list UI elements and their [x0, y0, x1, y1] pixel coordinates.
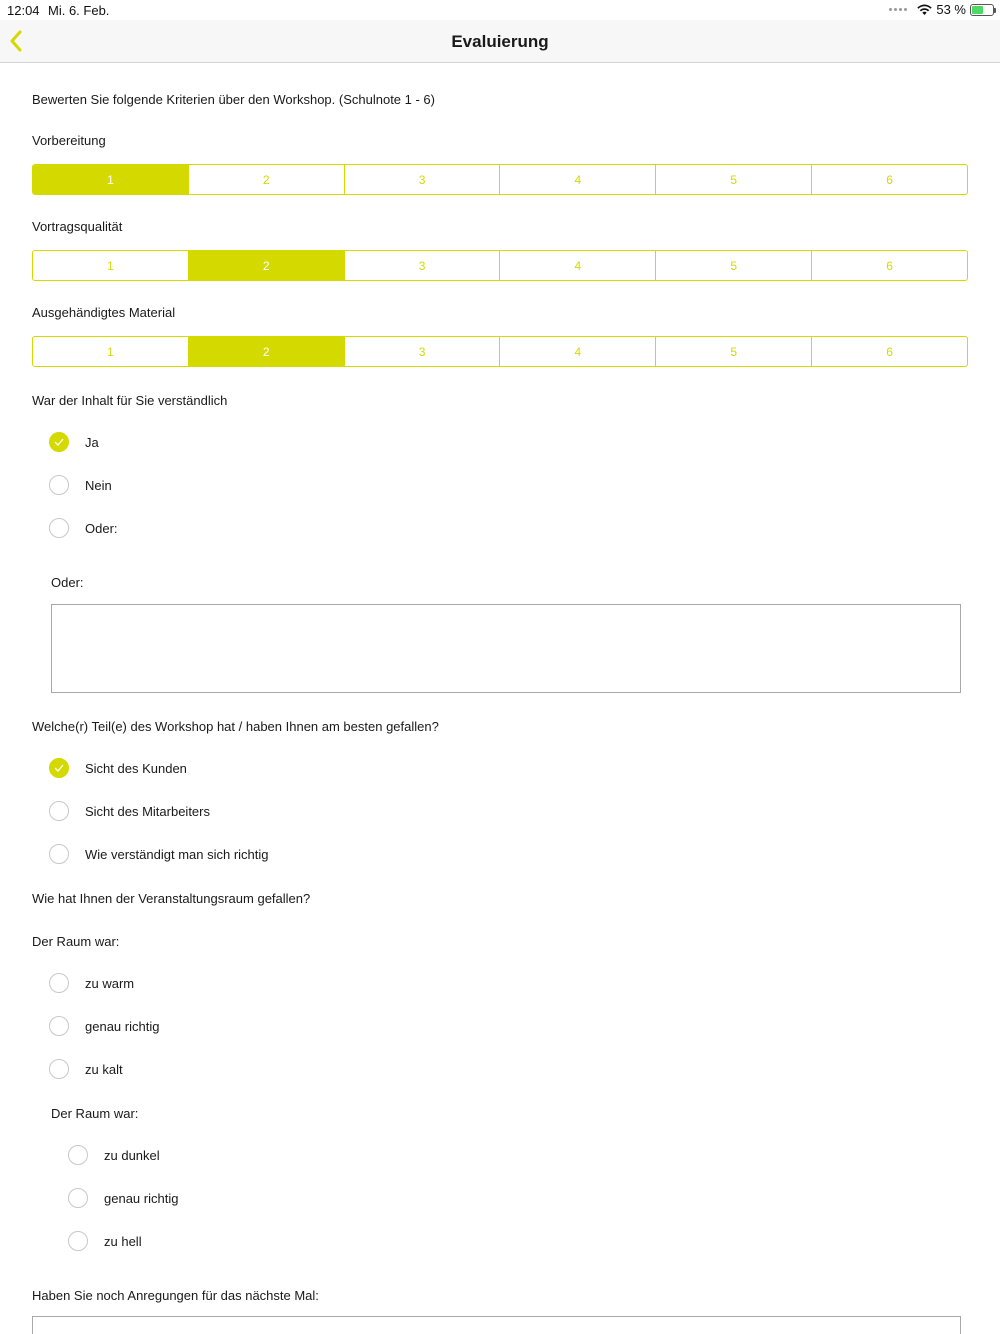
radio-label: zu kalt [85, 1061, 123, 1077]
radio-button[interactable] [68, 1231, 88, 1251]
radio-option[interactable] [49, 431, 99, 453]
rating-option[interactable]: 1 [33, 337, 189, 366]
rating-option[interactable]: 4 [500, 165, 656, 194]
status-date: Mi. 6. Feb. [48, 3, 110, 18]
rating-option[interactable]: 1 [33, 251, 189, 280]
radio-option[interactable] [49, 843, 269, 865]
question-label: War der Inhalt für Sie verständlich [32, 393, 228, 408]
radio-label: Oder: [85, 520, 118, 536]
other-field-label: Oder: [51, 575, 84, 590]
radio-option[interactable] [49, 757, 187, 779]
rating-option[interactable]: 3 [345, 251, 501, 280]
rating-option[interactable]: 6 [886, 172, 893, 187]
radio-option[interactable] [68, 1187, 178, 1209]
radio-label: genau richtig [104, 1190, 179, 1206]
nav-bar [0, 20, 1000, 63]
rating-segmented-control [32, 336, 968, 367]
radio-label: zu warm [85, 975, 135, 991]
radio-option[interactable] [68, 1230, 142, 1252]
radio-label: Nein [85, 477, 112, 493]
intro-text: Bewerten Sie folgende Kriterien über den Workshop. (Schulnote 1 - 6) [32, 92, 435, 107]
rating-option[interactable]: 5 [656, 251, 812, 280]
radio-label: Wie verständigt man sich richtig [85, 846, 269, 862]
sub-question-label: Der Raum war: [51, 1106, 139, 1121]
suggestions-text-area[interactable] [32, 1316, 961, 1334]
radio-label: Sicht des Mitarbeiters [85, 803, 210, 819]
status-time: 12:04 [7, 3, 40, 18]
radio-button[interactable] [49, 844, 69, 864]
radio-button[interactable] [49, 1059, 69, 1079]
radio-option[interactable] [49, 800, 210, 822]
radio-option[interactable] [49, 517, 118, 539]
radio-button[interactable] [49, 432, 69, 452]
radio-label: Ja [85, 434, 99, 450]
status-right [889, 2, 994, 17]
question-label: Welche(r) Teil(e) des Workshop hat / haben Ihnen am besten gefallen? [32, 719, 439, 734]
rating-option[interactable]: 3 [345, 337, 501, 366]
radio-button[interactable] [49, 758, 69, 778]
radio-button[interactable] [68, 1188, 88, 1208]
rating-option[interactable]: 2 [189, 337, 345, 366]
battery-icon [970, 4, 994, 16]
radio-button[interactable] [49, 973, 69, 993]
radio-button[interactable] [49, 518, 69, 538]
radio-label: Sicht des Kunden [85, 760, 187, 776]
rating-label: Vorbereitung [32, 133, 106, 148]
rating-option[interactable]: 1 [33, 165, 189, 194]
radio-label: genau richtig [85, 1018, 160, 1034]
rating-option[interactable]: 6 [886, 258, 893, 273]
rating-segmented-control [32, 164, 968, 195]
rating-label: Ausgehändigtes Material [32, 305, 176, 320]
radio-option[interactable] [49, 474, 112, 496]
checkmark-icon [54, 764, 64, 772]
radio-option[interactable] [68, 1144, 160, 1166]
radio-button[interactable] [49, 475, 69, 495]
radio-button[interactable] [68, 1145, 88, 1165]
rating-option[interactable]: 2 [189, 251, 345, 280]
sub-question-label: Der Raum war: [32, 934, 120, 949]
other-text-area[interactable] [51, 604, 961, 693]
rating-option[interactable]: 4 [500, 337, 656, 366]
radio-option[interactable] [49, 1058, 123, 1080]
wifi-icon [917, 4, 932, 16]
question-label: Wie hat Ihnen der Veranstaltungsraum gefallen? [32, 891, 311, 906]
question-label: Haben Sie noch Anregungen für das nächste Mal: [32, 1288, 319, 1303]
rating-option[interactable]: 5 [656, 337, 812, 366]
rating-segmented-control [32, 250, 968, 281]
checkmark-icon [54, 438, 64, 446]
rating-option[interactable]: 6 [886, 344, 893, 359]
radio-button[interactable] [49, 801, 69, 821]
rating-option[interactable]: 4 [500, 251, 656, 280]
rating-label: Vortragsqualität [32, 219, 123, 234]
cellular-signal-icon [889, 8, 907, 11]
radio-button[interactable] [49, 1016, 69, 1036]
radio-option[interactable] [49, 972, 134, 994]
battery-percent: 53 % [936, 2, 966, 17]
rating-option[interactable]: 3 [345, 165, 501, 194]
radio-option[interactable] [49, 1015, 159, 1037]
page-title: Evaluierung [451, 32, 549, 51]
rating-option[interactable]: 2 [189, 165, 345, 194]
status-bar [0, 0, 1000, 20]
radio-label: zu hell [104, 1233, 142, 1249]
radio-label: zu dunkel [104, 1147, 160, 1163]
rating-option[interactable]: 5 [656, 165, 812, 194]
